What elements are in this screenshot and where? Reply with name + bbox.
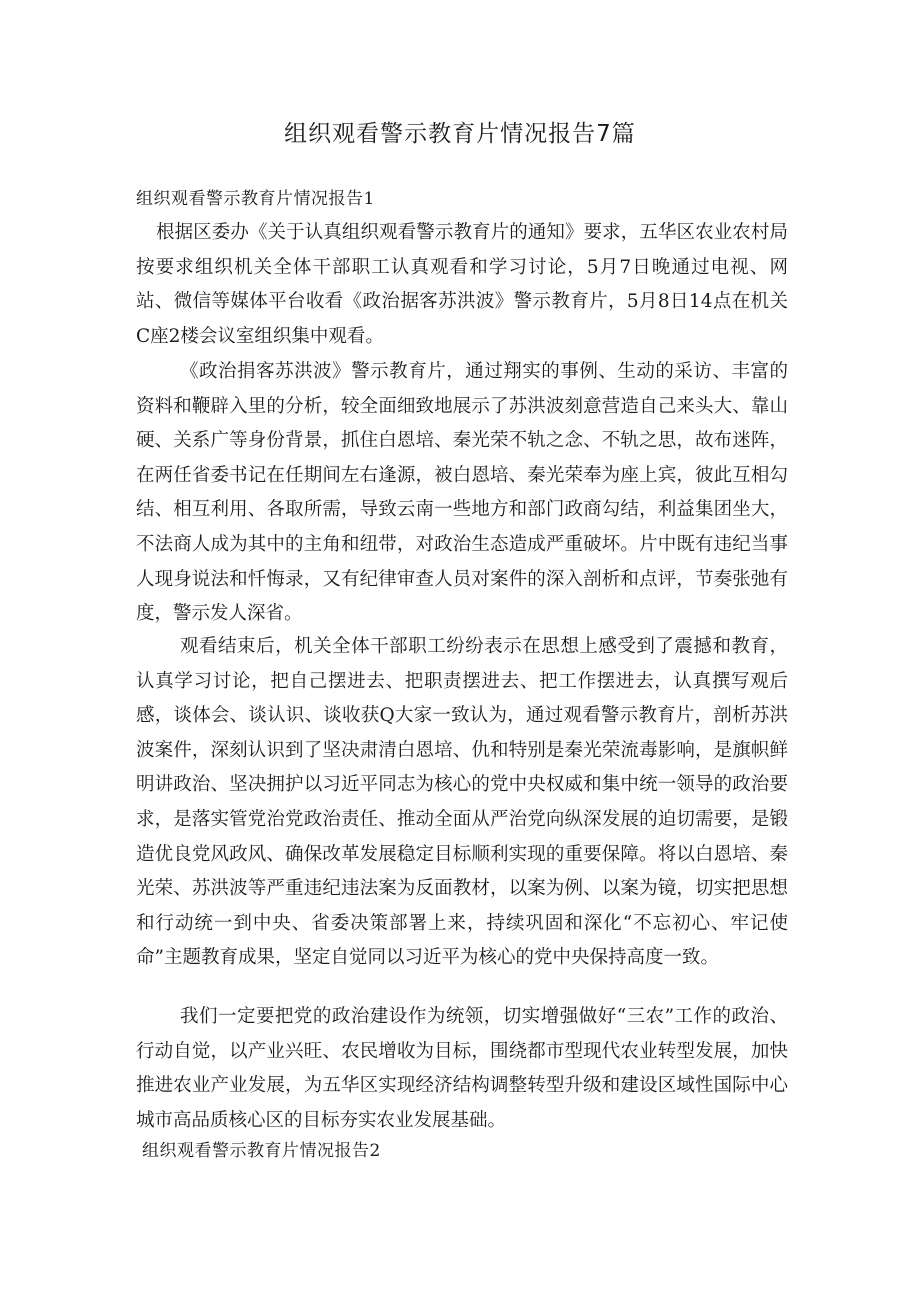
- paragraph-3: 观看结束后，机关全体干部职工纷纷表示在思想上感受到了震撼和教育，认真学习讨论，把自己摆进去、把职责摆进去、把工作摆进去，认真撰写观后感，谈体会、谈认识、谈收获Q大家一致认为，通过观看警示教育片，剖析苏洪波案件，深刻认识到了坚决肃清白恩培、仇和特别是秦光荣流毒影响，是旗帜鲜明讲政治、坚决拥护以习近平同志为核心的党中央权威和集中统一领导的政治要求，是落实管党治党政治责任、推动全面从严治党向纵深发展的迫切需要，是锻造优良党风政风、确保改革发展稳定目标顺利实现的重要保障。将以白恩培、秦光荣、苏洪波等严重违纪违法案为反面教材，以案为例、以案为镜，切实把思想和行动统一到中央、省委决策部署上来，持续巩固和深化“不忘初心、牢记使命”主题教育成果，坚定自觉同以习近平为核心的党中央保持高度一致。: [136, 636, 788, 969]
- paragraph-2: 《政治捐客苏洪波》警示教育片，通过翔实的事例、生动的采访、丰富的资料和鞭辟入里的分析，较全面细致地展示了苏洪波刻意营造自己来头大、靠山硬、关系广等身份背景，抓住白恩培、秦光荣不轨之念、不轨之思，故布迷阵，在两任省委书记在任期间左右逢源，被白恩培、秦光荣奉为座上宾，彼此互相勾结、相互利用、各取所需，导致云南一些地方和部门政商勾结，利益集团坐大，不法商人成为其中的主角和纽带，对政治生态造成严重破坏。片中既有违纪当事人现身说法和忏悔录，又有纪律审查人员对案件的深入剖析和点评，节奏张弛有度，警示发人深省。: [136, 361, 788, 625]
- section-heading-2: 组织观看警示教育片情况报告2: [142, 1141, 381, 1161]
- section-heading-1: 组织观看警示教育片情况报告1: [136, 189, 375, 209]
- paragraph-4: 我们一定要把党的政治建设作为统领，切实增强做好“三农”工作的政治、行动自觉，以产业兴旺、农民增收为目标，围绕都市型现代农业转型发展，加快推进农业产业发展，为五华区实现经济结构调整转型升级和建设区域性国际中心城市高品质核心区的目标夯实农业发展基础。: [136, 1006, 788, 1131]
- document-title: 组织观看警示教育片情况报告7篇: [284, 121, 636, 147]
- paragraph-1: 根据区委办《关于认真组织观看警示教育片的通知》要求，五华区农业农村局按要求组织机关全体干部职工认真观看和学习讨论，5月7日晚通过电视、网站、微信等媒体平台收看《政治据客苏洪波》警示教育片，5月8日14点在机关C座2楼会议室组织集中观看。: [136, 222, 788, 347]
